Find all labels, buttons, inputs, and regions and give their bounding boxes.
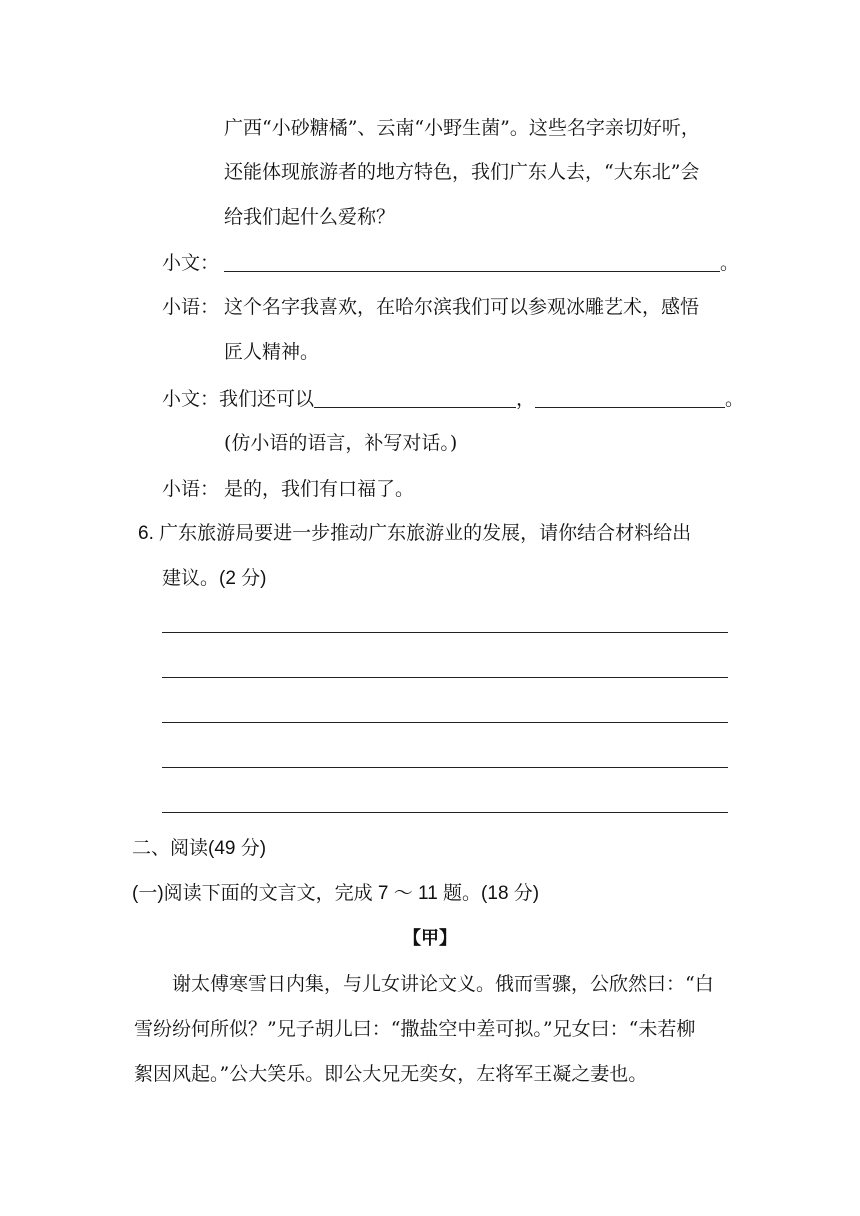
answer-line-4[interactable] bbox=[162, 767, 728, 768]
passage-label: 【甲】 bbox=[403, 928, 457, 949]
answer-line-2[interactable] bbox=[162, 677, 728, 678]
answer-blank-2[interactable] bbox=[535, 385, 725, 408]
question-number: 6. bbox=[138, 523, 154, 544]
passage-line-2: 雪纷纷何所似？”兄子胡儿曰：“撒盐空中差可拟。”兄女曰：“未若柳 bbox=[134, 1018, 696, 1040]
end-punctuation: 。 bbox=[725, 388, 745, 410]
dialog-text: 我们还可以 bbox=[219, 388, 315, 410]
answer-line-3[interactable] bbox=[162, 722, 728, 723]
dialog-line-xiaowen-2 bbox=[162, 385, 744, 412]
dialog-line-xiaowen-1 bbox=[162, 249, 739, 276]
end-punctuation: 。 bbox=[720, 252, 740, 274]
speaker-label: 小文： bbox=[162, 252, 220, 274]
q5-prompt-line-1: 广西“小砂糖橘”、云南“小野生菌”。这些名字亲切好听， bbox=[224, 117, 700, 139]
question-text: 广东旅游局要进一步推动广东旅游业的发展，请你结合材料给出 bbox=[159, 523, 692, 544]
instruction-note: (仿小语的语言，补写对话。) bbox=[224, 432, 458, 454]
speaker-label: 小语： bbox=[162, 296, 220, 318]
q6-line-2: 建议。(2 分) bbox=[162, 568, 267, 589]
dialog-text: 是的，我们有口福了。 bbox=[224, 478, 415, 500]
answer-blank-1[interactable] bbox=[314, 385, 516, 408]
dialog-text: 这个名字我喜欢，在哈尔滨我们可以参观冰雕艺术，感悟 bbox=[224, 296, 700, 318]
dialog-line-xiaoyu-1 bbox=[162, 294, 699, 320]
answer-blank[interactable] bbox=[224, 249, 720, 272]
passage-line-3: 絮因风起。”公大笑乐。即公大兄无奕女，左将军王凝之妻也。 bbox=[134, 1063, 648, 1085]
dialog-line-xiaoyu-2 bbox=[162, 476, 414, 502]
speaker-label: 小文： bbox=[162, 388, 220, 410]
answer-line-1[interactable] bbox=[162, 632, 728, 633]
separator: ， bbox=[516, 388, 536, 410]
section-title: 二、阅读(49 分) bbox=[132, 838, 267, 859]
dialog-line-xiaoyu-1-cont: 匠人精神。 bbox=[224, 341, 320, 363]
q5-prompt-line-2: 还能体现旅游者的地方特色，我们广东人去，“大东北”会 bbox=[224, 161, 700, 183]
q6-line-1 bbox=[138, 521, 691, 547]
answer-line-5[interactable] bbox=[162, 812, 728, 813]
section-subtitle: (一)阅读下面的文言文，完成 7 ～ 11 题。(18 分) bbox=[132, 883, 540, 904]
passage-line-1: 谢太傅寒雪日内集，与儿女讲论文义。俄而雪骤，公欣然曰：“白 bbox=[172, 973, 714, 995]
speaker-label: 小语： bbox=[162, 478, 220, 500]
q5-prompt-line-3: 给我们起什么爱称？ bbox=[224, 206, 396, 228]
